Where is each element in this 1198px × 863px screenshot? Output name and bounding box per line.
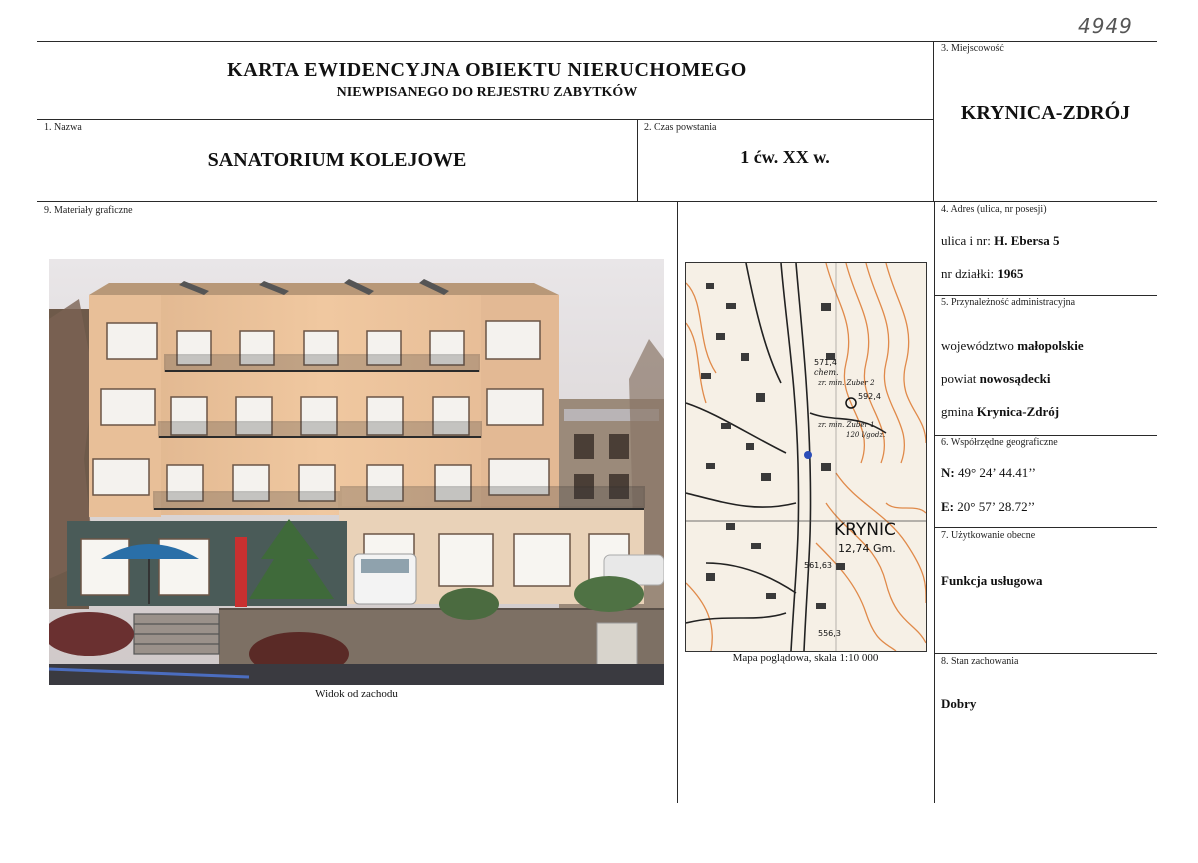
- adres-label: 4. Adres (ulica, nr posesji): [941, 204, 1047, 215]
- rule-przynaleznosc-bottom: [934, 435, 1157, 436]
- map-town-label: KRYNIC: [834, 520, 896, 540]
- przynaleznosc-label: 5. Przynależność administracyjna: [941, 297, 1076, 308]
- rule-uzytkowanie-bottom: [934, 653, 1157, 654]
- building-photo-illustration: [49, 259, 664, 685]
- powiat-line: [941, 371, 1050, 387]
- wojewodztwo-line: [941, 338, 1084, 354]
- rule-wspolrzedne-bottom: [934, 527, 1157, 528]
- rule-adres-bottom: [934, 295, 1157, 296]
- materialy-label: 9. Materiały graficzne: [44, 205, 133, 216]
- map-caption: Mapa poglądowa, skala 1:10 000: [732, 652, 879, 664]
- wojewodztwo-prefix: województwo: [941, 338, 1014, 353]
- coord-n-value: 49° 24’ 44.41’’: [957, 465, 1036, 480]
- uzytkowanie-value: [941, 573, 1043, 589]
- adres-street: [941, 233, 1059, 249]
- adres-plot-value: 1965: [997, 266, 1024, 281]
- map-elevation-label: 12,74 Gm.: [838, 542, 896, 555]
- coord-e: [941, 499, 1035, 515]
- stan-value-text: Dobry: [941, 696, 977, 711]
- powiat-value: nowosądecki: [979, 371, 1051, 386]
- rule-row1-bottom: [37, 201, 1157, 202]
- gmina-prefix: gmina: [941, 404, 974, 419]
- divider-right-lower: [934, 201, 935, 803]
- uzytkowanie-label: 7. Użytkowanie obecne: [941, 530, 1036, 541]
- map-chem-label: chem.: [814, 368, 839, 377]
- czas-label: 2. Czas powstania: [644, 122, 717, 133]
- map-rate-label: 120 l/godz.: [846, 431, 886, 439]
- map-alt-2: 571,4: [814, 358, 837, 367]
- stan-value: [941, 696, 976, 712]
- nazwa-label: 1. Nazwa: [44, 122, 82, 133]
- top-rule: [37, 41, 1157, 42]
- divider-graphics-map: [677, 201, 678, 803]
- map-spring-1-label: zr. min. Zuber 1: [818, 421, 875, 429]
- overview-map: [685, 262, 927, 652]
- card-title: KARTA EWIDENCYJNA OBIEKTU NIERUCHOMEGO: [227, 59, 747, 81]
- building-photo: [49, 259, 664, 685]
- miejscowosc-label: 3. Miejscowość: [941, 43, 1004, 54]
- coord-n-prefix: N:: [941, 465, 955, 480]
- card-subtitle: NIEWPISANEGO DO REJESTRU ZABYTKÓW: [336, 85, 638, 100]
- czas-value: 1 ćw. XX w.: [740, 147, 830, 167]
- adres-street-prefix: ulica i nr:: [941, 233, 991, 248]
- coord-n: [941, 465, 1036, 481]
- wspolrzedne-label: 6. Współrzędne geograficzne: [941, 437, 1058, 448]
- object-location-marker: [804, 451, 812, 459]
- map-spring-2-label: zr. min. Zuber 2: [818, 379, 875, 387]
- photo-caption: Widok od zachodu: [315, 688, 398, 700]
- map-alt-1: 592,4: [858, 392, 881, 401]
- document-number: 4949: [1078, 14, 1133, 38]
- wojewodztwo-value: małopolskie: [1017, 338, 1084, 353]
- adres-plot: [941, 266, 1023, 282]
- rule-header-bottom: [37, 119, 933, 120]
- powiat-prefix: powiat: [941, 371, 977, 386]
- miejscowosc-value: KRYNICA-ZDRÓJ: [960, 102, 1131, 124]
- topographic-map-illustration: [686, 263, 926, 651]
- gmina-value: Krynica-Zdrój: [976, 404, 1060, 419]
- adres-street-value: H. Ebersa 5: [994, 233, 1060, 248]
- stan-label: 8. Stan zachowania: [941, 656, 1019, 667]
- nazwa-value: SANATORIUM KOLEJOWE: [207, 149, 467, 171]
- coord-e-prefix: E:: [941, 499, 954, 514]
- gmina-line: [941, 404, 1059, 420]
- map-alt-4: 556,3: [818, 629, 841, 638]
- uzytkowanie-value-text: Funkcja usługowa: [941, 573, 1043, 588]
- map-alt-3: 561,63: [804, 561, 832, 570]
- adres-plot-prefix: nr działki:: [941, 266, 995, 281]
- coord-e-value: 20° 57’ 28.72’’: [957, 499, 1036, 514]
